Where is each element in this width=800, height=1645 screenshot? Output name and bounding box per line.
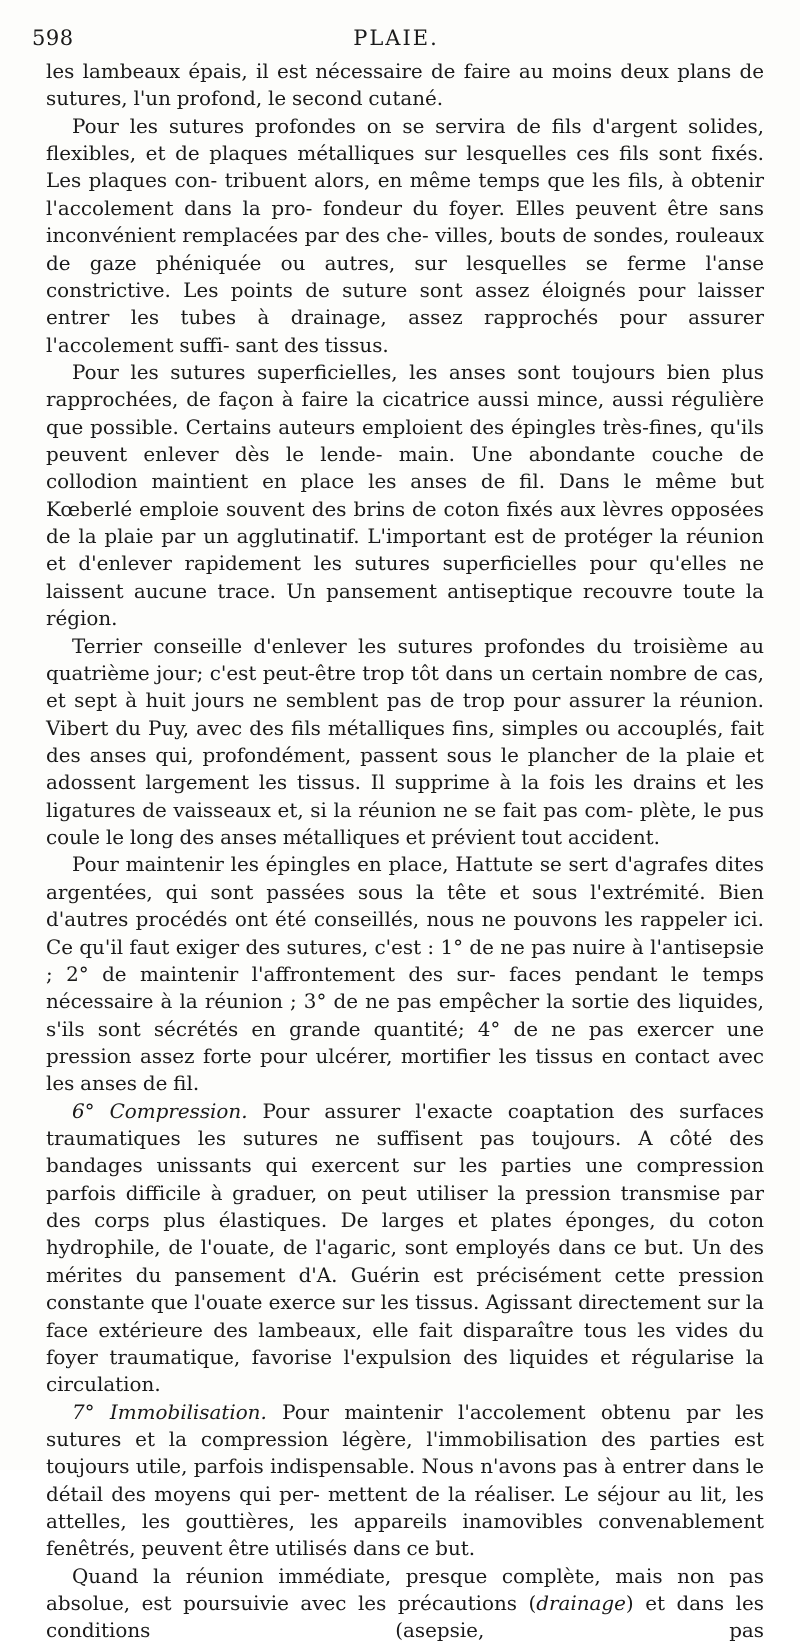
section-heading: 7° Immobilisation.: [72, 1400, 267, 1424]
section-heading: 6° Compression.: [72, 1099, 248, 1123]
paragraph: Pour les sutures profondes on se servira de fils d'argent solides, flexibles, et de plaques métalliques sur lesquelles ces fils sont fixés. Les plaques con- tribuent alors, en même temps que les fils, à obtenir l'accolement dans la pro- fondeur du foyer. Elles peuvent être sans inconvénient remplacées par des che- villes, bouts de sondes, rouleaux de gaze phéniquée ou autres, sur lesquelles se ferme l'anse constrictive. Les points de suture sont assez éloignés pour laisser entrer les tubes à drainage, assez rapprochés pour assurer l'accolement suffi- sant des tissus.: [46, 114, 764, 357]
paragraph: Pour les sutures superficielles, les anses sont toujours bien plus rapprochées, de façon à faire la cicatrice aussi mince, aussi régulière que possible. Certains auteurs emploient des épingles très-fines, qu'ils peuvent enlever dès le lende- main. Une abondante couche de collodion maintient en place les anses de fil. Dans le même but Kœberlé emploie souvent des brins de coton fixés aux lèvres opposées de la plaie par un agglutinatif. L'important est de protéger la réunion et d'enlever rapidement les sutures superficielles pour qu'elles ne laissent aucune trace. Un pansement antiseptique recouvre toute la région.: [46, 360, 764, 631]
italic-term: drainage: [536, 1592, 626, 1616]
paragraph-compression: 6° Compression. Pour assurer l'exacte coaptation des surfaces traumatiques les sutures ne suffisent pas toujours. A côté des bandages unissants qui exercent sur les parties une compression parfois difficile à graduer, on peut utiliser la pression transmise par des corps plus élastiques. De larges et plates éponges, du coton hydrophile, de l'ouate, de l'agaric, sont employés dans ce but. Un des mérites du pansement d'A. Guérin est précisément cette pression constante que l'ouate exerce sur les tissus. Agissant directement sur la face extérieure des lambeaux, elle fait disparaître tous les vides du foyer traumatique, favorise l'expulsion des liquides et régularise la circulation.: [46, 1099, 765, 1397]
paragraph: les lambeaux épais, il est nécessaire de faire au moins deux plans de sutures, l'un profond, le second cutané.: [46, 60, 764, 111]
page-number: 598: [32, 26, 74, 50]
page-header: [32, 26, 760, 56]
paragraph: Quand la réunion immédiate, presque complète, mais non pas absolue, est poursuivie avec les précautions (drainage) et dans les conditions (asepsie, pas: [46, 1564, 764, 1643]
paragraph-immobilisation: 7° Immobilisation. Pour maintenir l'accolement obtenu par les sutures et la compression légère, l'immobilisation des parties est toujours utile, parfois indispensable. Nous n'avons pas à entrer dans le détail des moyens qui per- mettent de la réaliser. Le séjour au lit, les attelles, les gouttières, les appareils inamovibles convenablement fenêtrés, peuvent être utilisés dans ce but.: [46, 1400, 765, 1561]
paragraph: Pour maintenir les épingles en place, Hattute se sert d'agrafes dites argentées, qui sont passées sous la tête et sous l'extrémité. Bien d'autres procédés ont été conseillés, nous ne pouvons les rappeler ici. Ce qu'il faut exiger des sutures, c'est : 1° de ne pas nuire à l'antisepsie ; 2° de maintenir l'affrontement des sur- faces pendant le temps nécessaire à la réunion ; 3° de ne pas empêcher la sortie des liquides, s'ils sont sécrétés en grande quantité; 4° de ne pas exercer une pression assez forte pour ulcérer, mortifier les tissus en contact avec les anses de fil.: [46, 853, 765, 1096]
body-text: [46, 58, 764, 1645]
running-title: PLAIE.: [353, 26, 439, 50]
paragraph: Terrier conseille d'enlever les sutures profondes du troisième au quatrième jour; c'est peut-être trop tôt dans un certain nombre de cas, et sept à huit jours ne semblent pas de trop pour assurer la réunion. Vibert du Puy, avec des fils métalliques fins, simples ou accouplés, fait des anses qui, profondément, passent sous le plancher de la plaie et adossent largement les tissus. Il supprime à la fois les drains et les ligatures de vaisseaux et, si la réunion ne se fait pas com- plète, le pus coule le long des anses métalliques et prévient tout accident.: [46, 634, 765, 850]
